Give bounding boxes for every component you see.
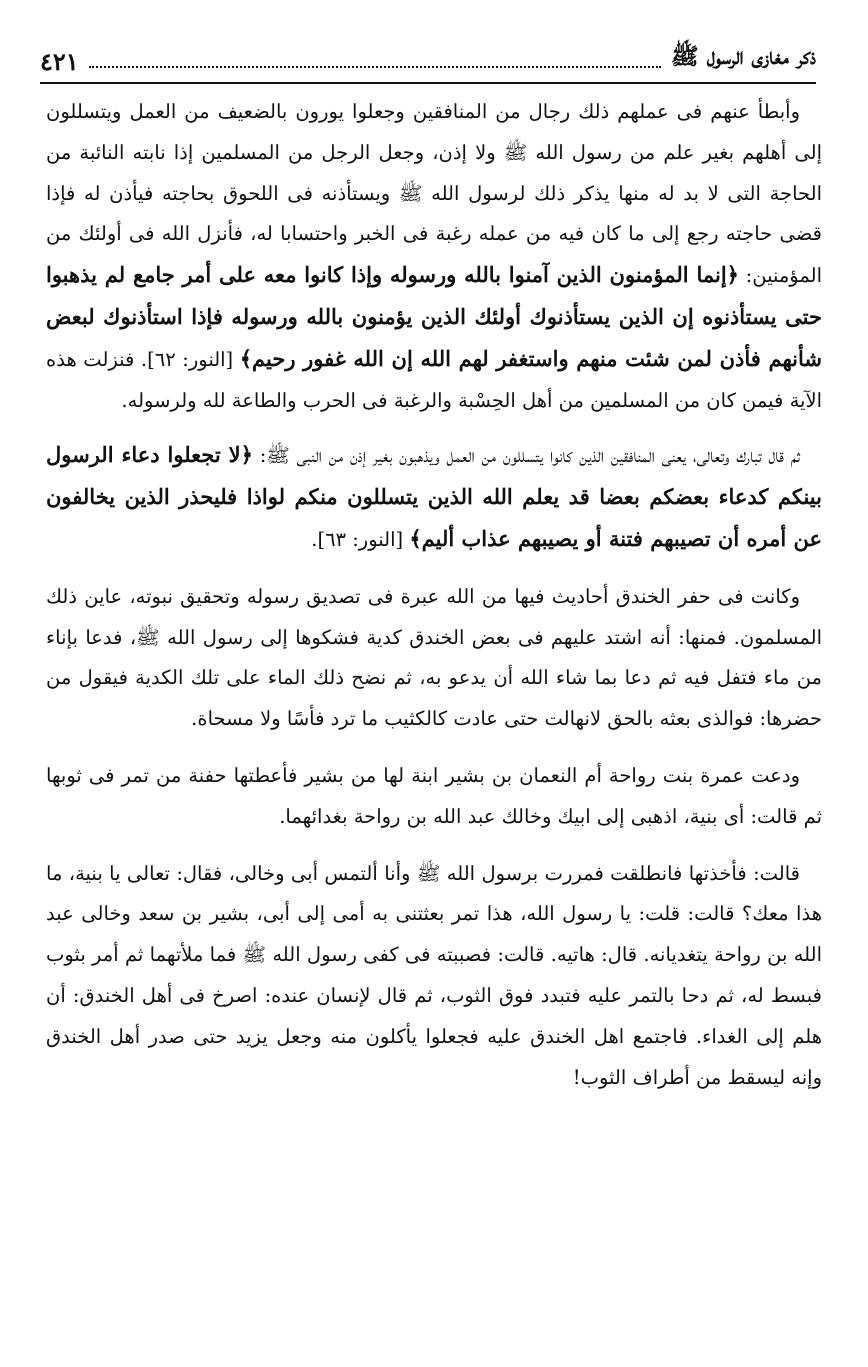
paragraph-4 — [46, 756, 822, 838]
page-body — [46, 92, 822, 1114]
paragraph-text: ثم قال تبارك وتعالى، يعنى المنافقين الذين كانوا يتسللون من العمل ويذهبون بغير إذن من النبى ﷺ: — [252, 444, 801, 468]
paragraph-5 — [46, 854, 822, 1099]
paragraph-2 — [46, 435, 822, 560]
running-header — [40, 44, 816, 84]
dotted-leader — [89, 66, 661, 68]
paragraph-text: وأبطأ عنهم فى عملهم ذلك رجال من المنافقين وجعلوا يورون بالضعيف من العمل ويتسللون إلى أهلهم بغير علم من رسول الله ﷺ ولا إذن، وجعل الرجل من المسلمين إذا نابته النائبة من الحاجة التى لا بد له منها يذكر ذلك لرسول الله ﷺ ويستأذنه فى اللحوق بحاجته فيأذن له فإذا قضى حاجته رجع إلى ما كان فيه من عمله رغبة فى الخبر واحتسابا له، فأنزل الله فى أولئك من المؤمنين: — [46, 100, 822, 288]
paragraph-text: وكانت فى حفر الخندق أحاديث فيها من الله عبرة فى تصديق رسوله وتحقيق نبوته، عاين ذلك المسلمون. فمنها: أنه اشتد عليهم فى بعض الخندق كدية فشكوها إلى رسول الله ﷺ، فدعا بإناء من ماء فتفل فيه ثم دعا بما شاء الله أن يدعو به، ثم نضح ذلك الماء على تلك الكدية فيقول من حضرها: فوالذى بعثه بالحق لانهالت حتى عادت كالكثيب ما ترد فأسًا ولا مسحاة. — [46, 584, 822, 731]
quran-quote: ﴿لا تجعلوا دعاء الرسول بينكم كدعاء بعضكم بعضا قد يعلم الله الذين يتسللون منكم لواذا فليحذر الذين يخالفون عن أمره أن تصيبهم فتنة أو يصيبهم عذاب أليم﴾ — [46, 442, 822, 551]
page-number: ٤٢١ — [40, 47, 79, 76]
paragraph-1 — [46, 92, 822, 421]
paragraph-3 — [46, 577, 822, 740]
quran-quote: ﴿إنما المؤمنون الذين آمنوا بالله ورسوله وإذا كانوا معه على أمر جامع لم يذهبوا حتى يستأذنوه إن الذين يستأذنوك أولئك الذين يؤمنون بالله ورسوله فإذا استأذنوك لبعض شأنهم فأذن لمن شئت منهم واستغفر لهم الله إن الله غفور رحيم﴾ — [46, 262, 822, 371]
paragraph-text: [النور: ٦٣]. — [311, 527, 410, 551]
paragraph-text: [النور: ٦٢]. فنزلت هذه الآية فيمن كان من المسلمين من أهل الحِسْبة والرغبة فى الحرب والطاعة لله ولرسوله. — [46, 347, 822, 412]
paragraph-text: قالت: فأخذتها فانطلقت فمررت برسول الله ﷺ وأنا ألتمس أبى وخالى، فقال: تعالى يا بنية، ما هذا معك؟ قالت: قلت: يا رسول الله، هذا تمر بعثتنى به أمى إلى أبى، بشير بن سعد وخالى عبد الله بن رواحة يتغديانه. قال: هاتيه. قالت: فصببته فى كفى رسول الله ﷺ فما ملأتهما ثم أمر بثوب فبسط له، ثم دحا بالتمر عليه فتبدد فوق الثوب، ثم قال لإنسان عنده: اصرخ فى أهل الخندق: أن هلم إلى الغداء. فاجتمع اهل الخندق عليه فجعلوا يأكلون منه وجعل يزيد حتى صدر أهل الخندق وإنه ليسقط من أطراف الثوب! — [46, 861, 822, 1089]
chapter-title: ذكر مغازى الرسول ﷺ — [670, 43, 816, 70]
paragraph-text: ودعت عمرة بنت رواحة أم النعمان بن بشير ابنة لها من بشير فأعطتها حفنة من تمر فى ثوبها ثم قالت: أى بنية، اذهبى إلى ابيك وخالك عبد الله بن رواحة بغدائهما. — [46, 763, 822, 828]
